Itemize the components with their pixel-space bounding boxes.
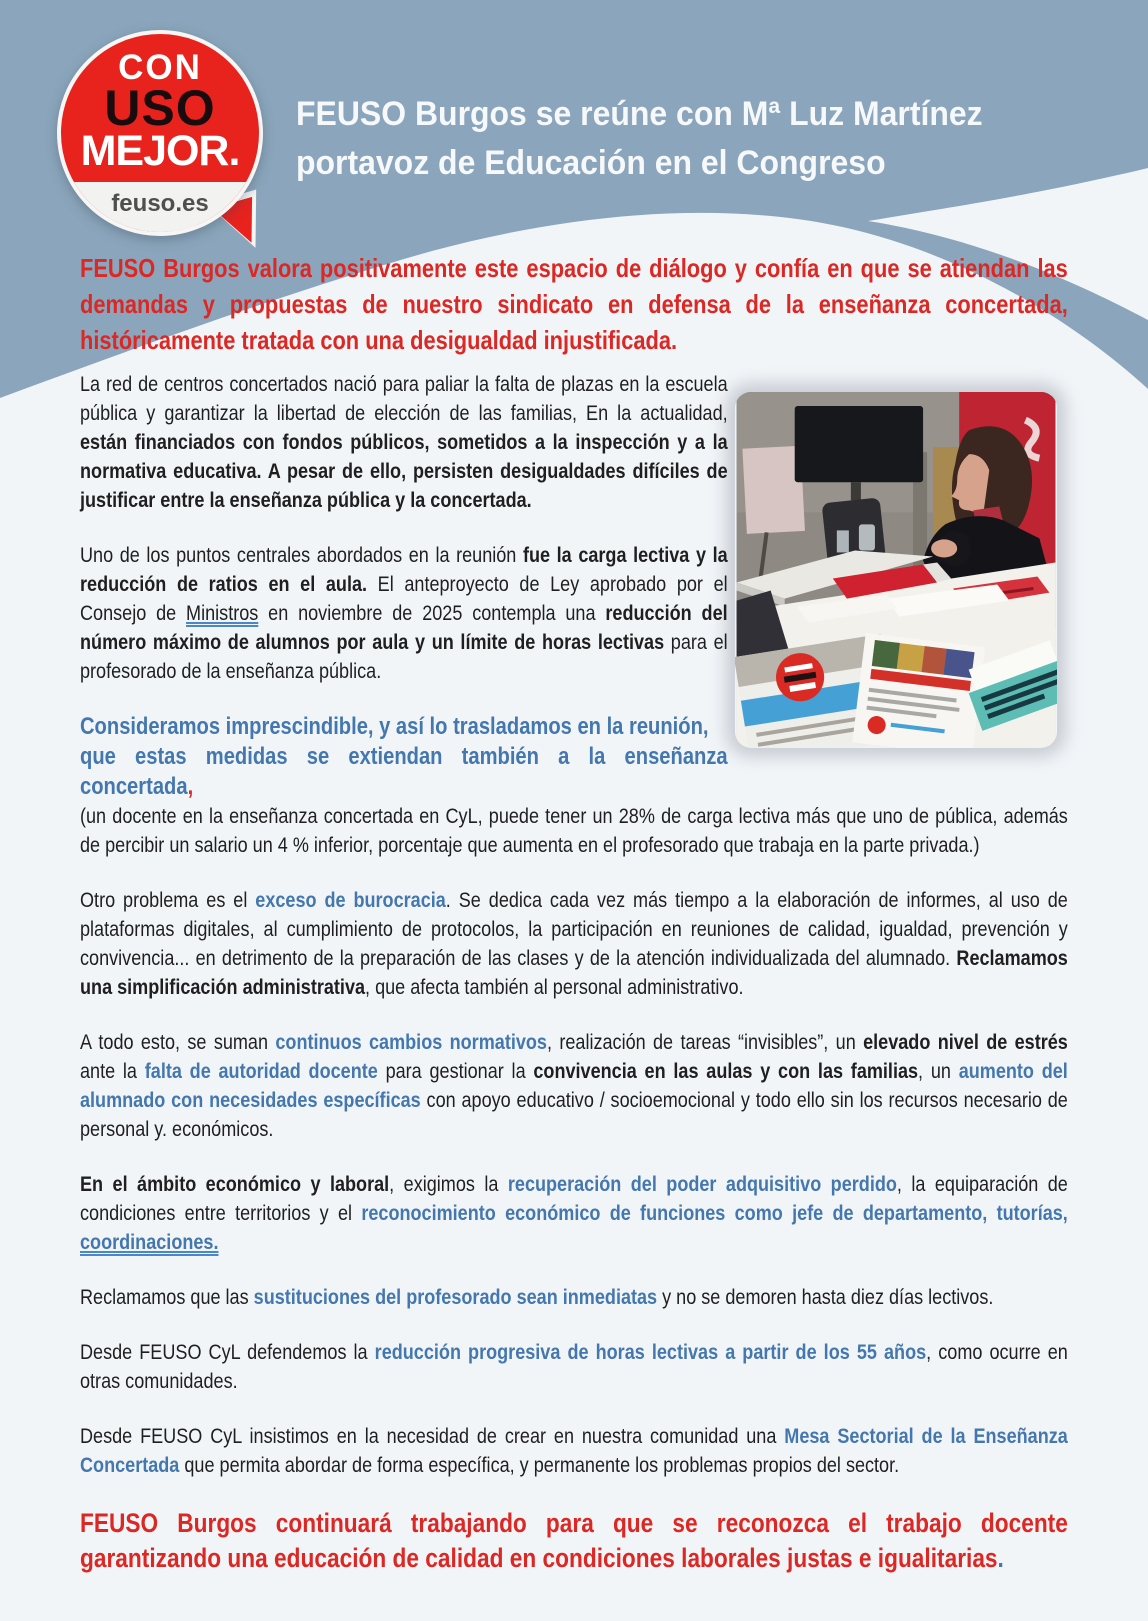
body-paragraph: La red de centros concertados nació para paliar la falta de plazas en la escuela pública y garantizar la libertad de elección de las familias, En la actualidad, están financiados con fondos públicos, sometidos a la inspección y a la normativa educativa. A pesar de ello, persisten desigualdades difíciles de justificar entre la enseñanza pública y la concertada. <box>80 372 728 512</box>
title-line-2: portavoz de Educación en el Congreso <box>296 144 886 182</box>
photo-spacer <box>728 370 1068 744</box>
logo-uso-text: USO <box>104 80 216 136</box>
page-title <box>296 90 1123 188</box>
body-paragraph: En el ámbito económico y laboral, exigimos la recuperación del poder adquisitivo perdido, la equiparación de condiciones entre territorios y el reconocimiento económico de funciones como jefe de departamento, tutorías, coordinaciones. <box>80 1172 1068 1254</box>
logo-site-text: feuso.es <box>61 182 259 232</box>
body-paragraph: Otro problema es el exceso de burocracia. Se dedica cada vez más tiempo a la elaboración de informes, al uso de plataformas digitales, al cumplimiento de protocolos, la participación en reuniones de calidad, igualdad, prevención y convivencia... en detrimento de la preparación de las clases y de la atención individualizada del alumnado. Reclamamos una simplificación administrativa, que afecta también al personal administrativo. <box>80 888 1068 999</box>
logo-badge <box>57 30 267 244</box>
logo-mejor-text: MEJOR. <box>80 127 240 175</box>
body-paragraph: Consideramos imprescindible, y así lo trasladamos en la reunión, que estas medidas se extiendan también a la enseñanza concertada, (un docente en la enseñanza concertada en CyL, puede tener un 28% de carga lectiva más que uno de pública, además de percibir un salario un 4 % inferior, porcentaje que aumenta en el profesorado que trabaja en la parte privada.) <box>80 713 1068 857</box>
intro-paragraph: FEUSO Burgos valora positivamente este espacio de diálogo y confía en que se atiendan las demandas y propuestas de nuestro sindicato en defensa de la enseñanza concertada, históricamente tratada con una desigualdad injustificada. <box>80 253 1068 355</box>
body-paragraph: Reclamamos que las sustituciones del profesorado sean inmediatas y no se demoren hasta diez días lectivos. <box>80 1285 994 1309</box>
article-body <box>80 370 1068 1602</box>
title-line-1: FEUSO Burgos se reúne con Mª Luz Martínez <box>296 95 983 133</box>
body-paragraph: Desde FEUSO CyL insistimos en la necesidad de crear en nuestra comunidad una Mesa Sectorial de la Enseñanza Concertada que permita abordar de forma específica, y permanente los problemas propios del sector. <box>80 1424 1068 1477</box>
logo-con-text: CON <box>118 48 202 87</box>
body-paragraph: Desde FEUSO CyL defendemos la reducción progresiva de horas lectivas a partir de los 55 años, como ocurre en otras comunidades. <box>80 1340 1068 1393</box>
body-paragraph: Uno de los puntos centrales abordados en la reunión fue la carga lectiva y la reducción de ratios en el aula. El anteproyecto de Ley aprobado por el Consejo de Ministros en noviembre de 2025 contempla una reducción del número máximo de alumnos por aula y un límite de horas lectivas para el profesorado de la enseñanza pública. <box>80 543 728 683</box>
closing-paragraph: FEUSO Burgos continuará trabajando para que se reconozca el trabajo docente garantizando una educación de calidad en condiciones laborales justas e igualitarias. <box>80 1508 1068 1573</box>
logo-circle <box>57 30 263 236</box>
body-paragraph: A todo esto, se suman continuos cambios normativos, realización de tareas “invisibles”, un elevado nivel de estrés ante la falta de autoridad docente para gestionar la convivencia en las aulas y con las familias, un aumento del alumnado con necesidades específicas con apoyo educativo / socioemocional y todo ello sin los recursos necesario de personal y. económicos. <box>80 1030 1068 1141</box>
